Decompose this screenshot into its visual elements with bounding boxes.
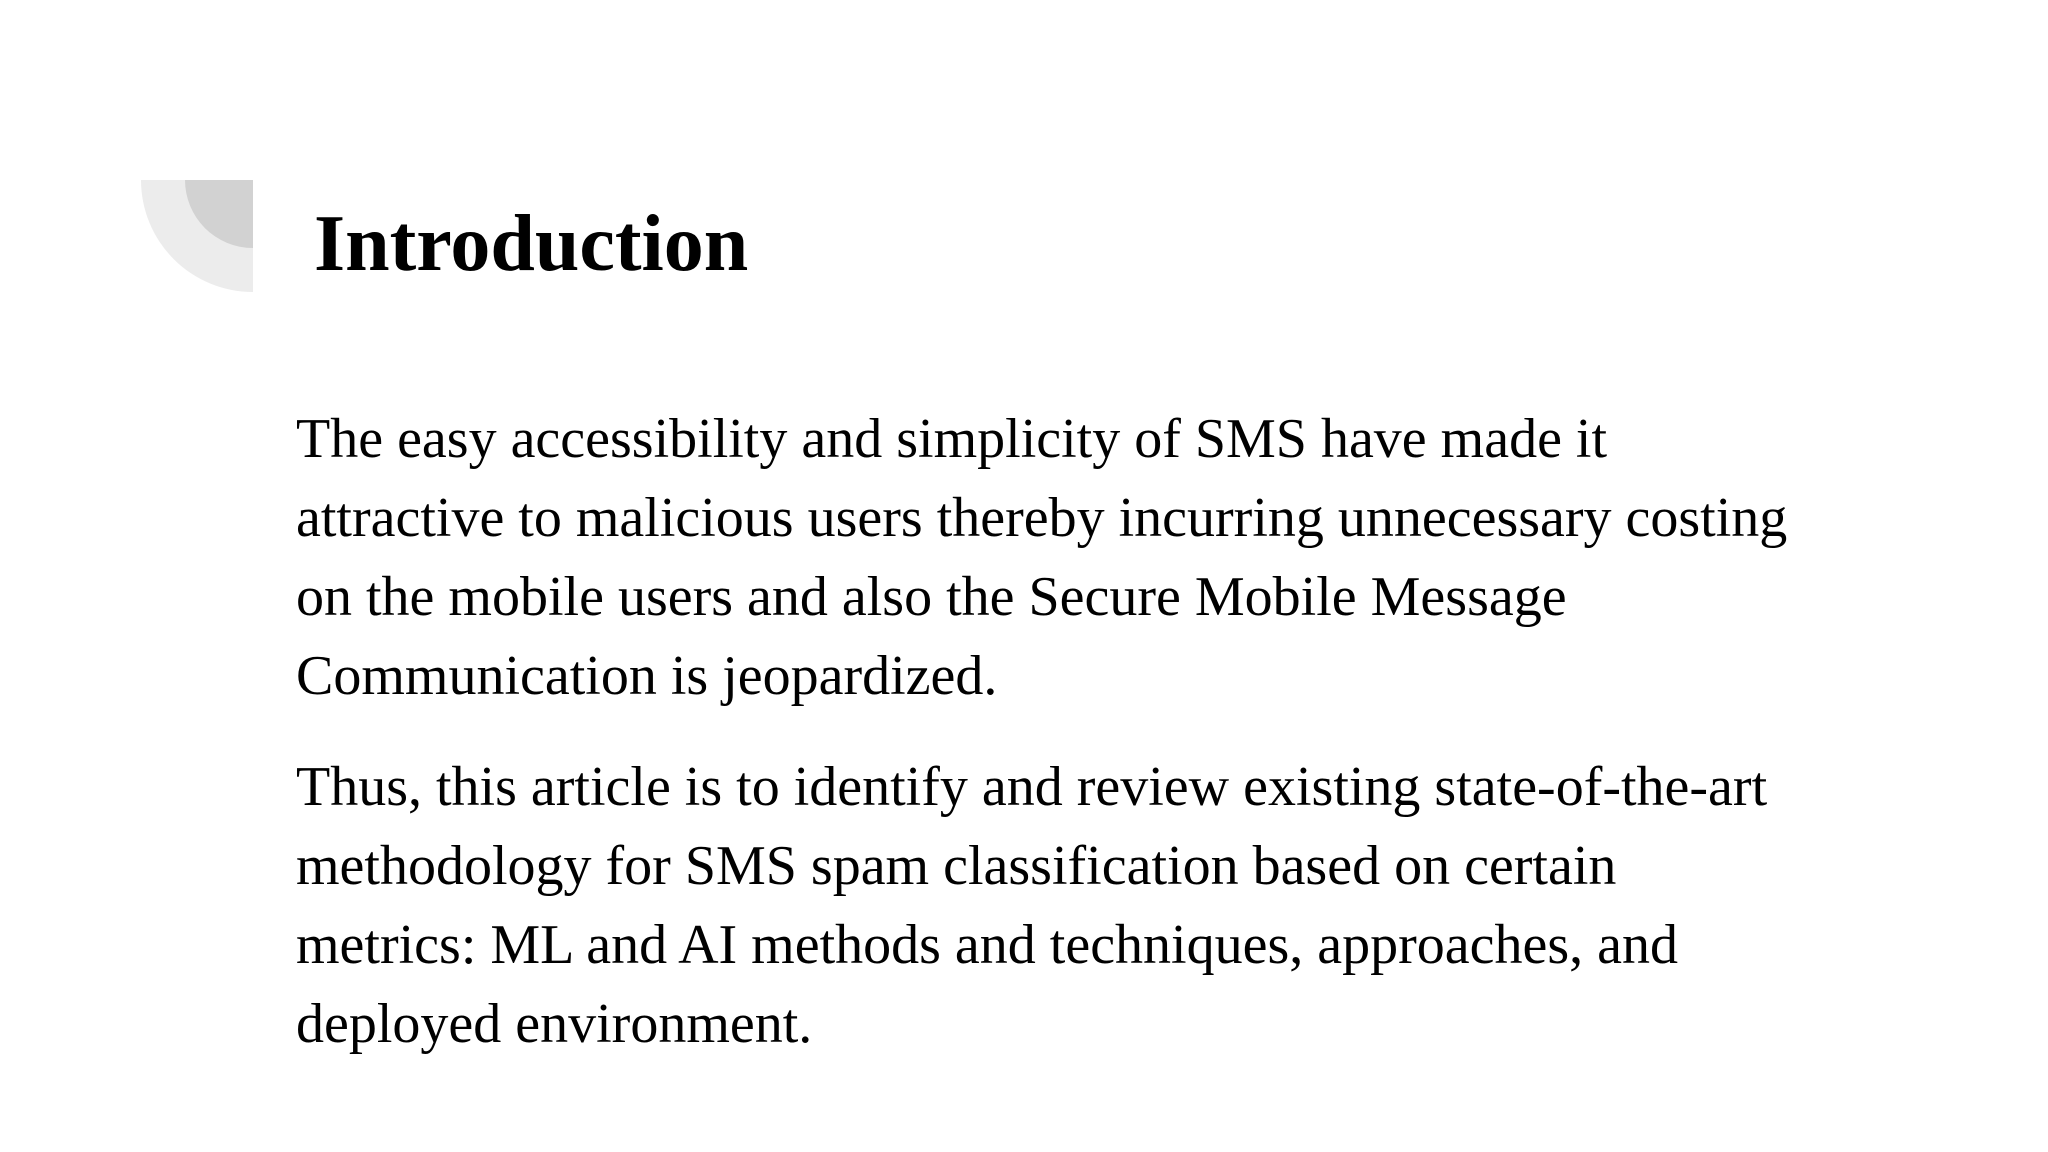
paragraph-2 [296, 748, 1856, 1064]
paragraph-2-line-4: deployed environment. [296, 993, 813, 1055]
slide-title: Introduction [314, 200, 749, 288]
paragraph-1-line-3: on the mobile users and also the Secure Mobile Message [296, 566, 1567, 628]
paragraph-1-line-1: The easy accessibility and simplicity of SMS have made it [296, 408, 1608, 470]
paragraph-2-line-3: metrics: ML and AI methods and techniques, approaches, and [296, 914, 1678, 976]
paragraph-2-line-1: Thus, this article is to identify and review existing state-of-the-art [296, 756, 1768, 818]
paragraph-2-line-2: methodology for SMS spam classification based on certain [296, 835, 1617, 897]
paragraph-1-line-4: Communication is jeopardized. [296, 645, 998, 707]
corner-decoration [141, 180, 253, 292]
paragraph-1-line-2: attractive to malicious users thereby incurring unnecessary costing [296, 487, 1788, 549]
paragraph-1 [296, 400, 1856, 716]
body-text [296, 400, 1856, 1096]
